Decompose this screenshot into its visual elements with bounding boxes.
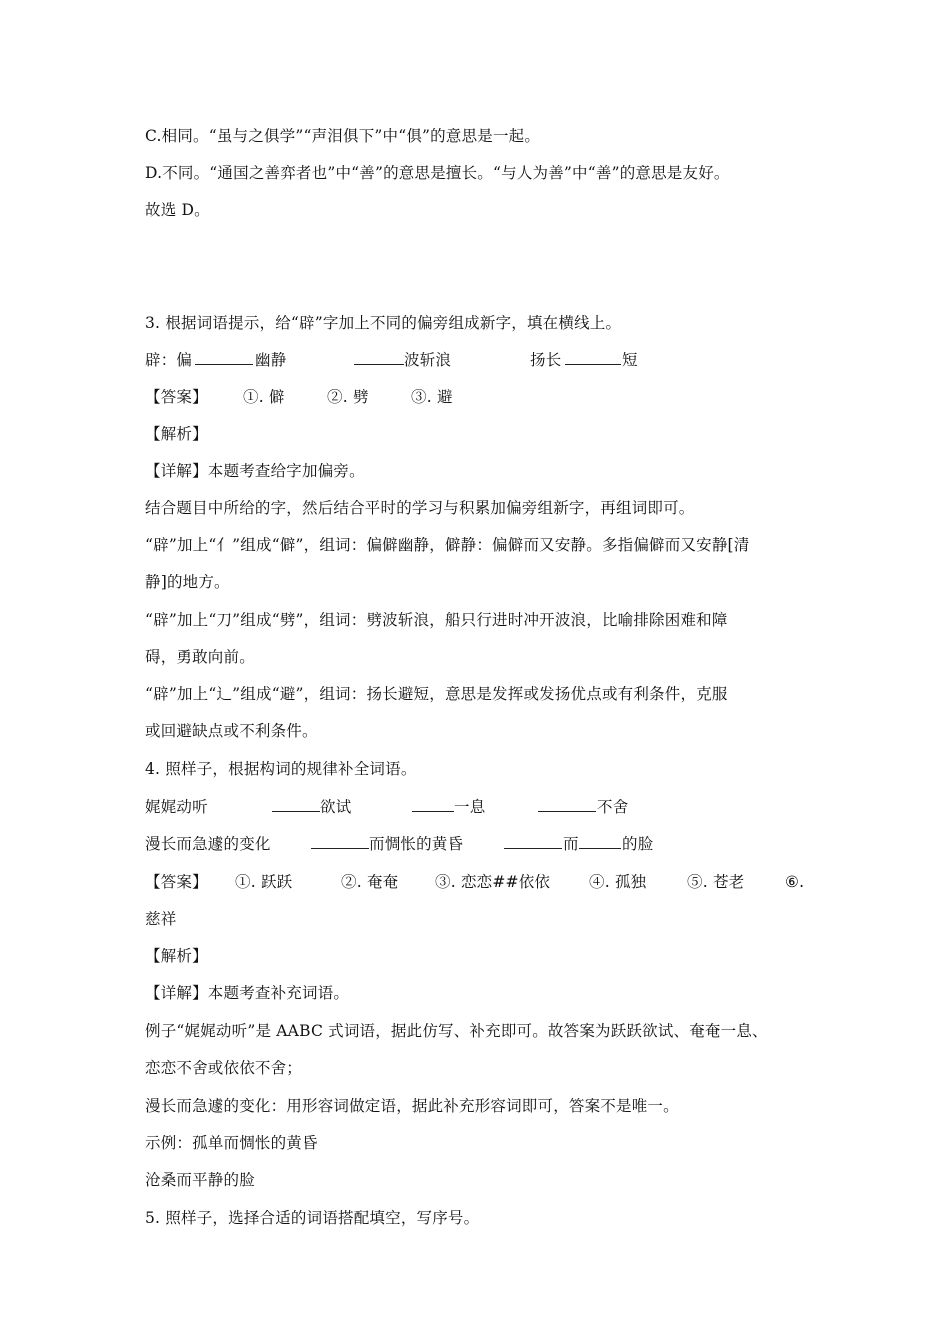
conclusion-text: 故选 D。: [145, 201, 210, 219]
q3-explain-4b: 或回避缺点或不利条件。: [145, 722, 318, 740]
q4-answer-label: 【答案】: [145, 873, 208, 891]
q4-row-2: [145, 834, 845, 854]
q4-blank-6: [579, 834, 621, 849]
q3-blank-1: [195, 350, 253, 365]
q3-stem: 3. 根据词语提示，给“辟”字加上不同的偏旁组成新字，填在横线上。: [145, 314, 622, 332]
q4-row1-c: 一息: [454, 798, 486, 816]
q4-analysis-label: 【解析】: [145, 947, 208, 965]
q4-row2-c1: 而: [563, 835, 579, 853]
q4-answer-row: [145, 872, 815, 892]
q4-detail: 【详解】本题考查补充词语。: [145, 984, 350, 1002]
q4-explain-2: 漫长而急遽的变化：用形容词做定语，据此补充形容词即可，答案不是唯一。: [145, 1097, 679, 1115]
q3-blank-2: [354, 350, 404, 365]
q4-blank-1: [272, 797, 320, 812]
q4-answer-5: ⑤. 苍老: [687, 873, 745, 891]
q3-explain-3b: 碍，勇敢向前。: [145, 648, 255, 666]
q4-stem: 4. 照样子，根据构词的规律补全词语。: [145, 760, 417, 778]
option-c-explanation: C.相同。“虽与之俱学”“声泪俱下”中“俱”的意思是一起。: [145, 127, 541, 145]
q4-row2-c2: 的脸: [622, 835, 654, 853]
q3-explain-4a: “辟”加上“辶”组成“避”，组词：扬长避短，意思是发挥或发扬优点或有利条件，克服: [145, 685, 728, 703]
option-d-explanation: D.不同。“通国之善弈者也”中“善”的意思是擅长。“与人为善”中“善”的意思是友好。: [145, 164, 730, 182]
q4-row-1: [145, 797, 845, 817]
q3-prompt-row: [145, 350, 845, 370]
q4-row2-b: 而惆怅的黄昏: [369, 835, 464, 853]
q4-row1-example: 娓娓动听: [145, 798, 208, 816]
q4-answer-3: ③. 恋恋##依依: [435, 873, 551, 891]
q4-answer-4: ④. 孤独: [589, 873, 647, 891]
q3-prompt-2-after: 波斩浪: [404, 351, 452, 369]
q4-explain-1a: 例子“娓娓动听”是 AABC 式词语，据此仿写、补充即可。故答案为跃跃欲试、奄奄一息、: [145, 1022, 768, 1040]
q3-answer-row: [145, 387, 845, 407]
q3-prompt-3-before: 扬长: [530, 351, 562, 369]
q4-blank-5: [504, 834, 562, 849]
q4-answer-2: ②. 奄奄: [341, 873, 399, 891]
q3-prompt-1-after: 幽静: [255, 351, 287, 369]
q3-explain-2b: 静]的地方。: [145, 573, 230, 591]
q4-blank-2: [412, 797, 454, 812]
q3-answer-3: ③. 避: [411, 388, 453, 406]
q3-answer-1: ①. 僻: [243, 388, 285, 406]
q3-prompt-3-after: 短: [622, 351, 638, 369]
q4-explain-1b: 恋恋不舍或依依不舍；: [145, 1059, 303, 1077]
q4-answer-1: ①. 跃跃: [235, 873, 293, 891]
q3-explain-2a: “辟”加上“亻”组成“僻”，组词：偏僻幽静，僻静：偏僻而又安静。多指偏僻而又安静[清: [145, 536, 750, 554]
q4-example-1: 示例：孤单而惆怅的黄昏: [145, 1134, 318, 1152]
q4-example-2: 沧桑而平静的脸: [145, 1171, 255, 1189]
q4-answer-wrap: 慈祥: [145, 910, 177, 928]
q4-row1-b: 欲试: [320, 798, 352, 816]
q3-explain-1: 结合题目中所给的字，然后结合平时的学习与积累加偏旁组新字，再组词即可。: [145, 499, 695, 517]
q4-blank-4: [311, 834, 369, 849]
q3-explain-3a: “辟”加上“刀”组成“劈”，组词：劈波斩浪，船只行进时冲开波浪，比喻排除困难和障: [145, 611, 728, 629]
q4-row2-example: 漫长而急遽的变化: [145, 835, 271, 853]
q3-answer-2: ②. 劈: [327, 388, 369, 406]
q3-detail: 【详解】本题考查给字加偏旁。: [145, 462, 365, 480]
q3-answer-label: 【答案】: [145, 388, 208, 406]
q3-analysis-label: 【解析】: [145, 425, 208, 443]
q3-blank-3: [565, 350, 621, 365]
q5-stem: 5. 照样子，选择合适的词语搭配填空，写序号。: [145, 1209, 480, 1227]
q4-blank-3: [538, 797, 596, 812]
q4-answer-6: ⑥.: [785, 873, 805, 891]
q4-row1-d: 不舍: [597, 798, 629, 816]
q3-prompt-label: 辟：偏: [145, 351, 193, 369]
